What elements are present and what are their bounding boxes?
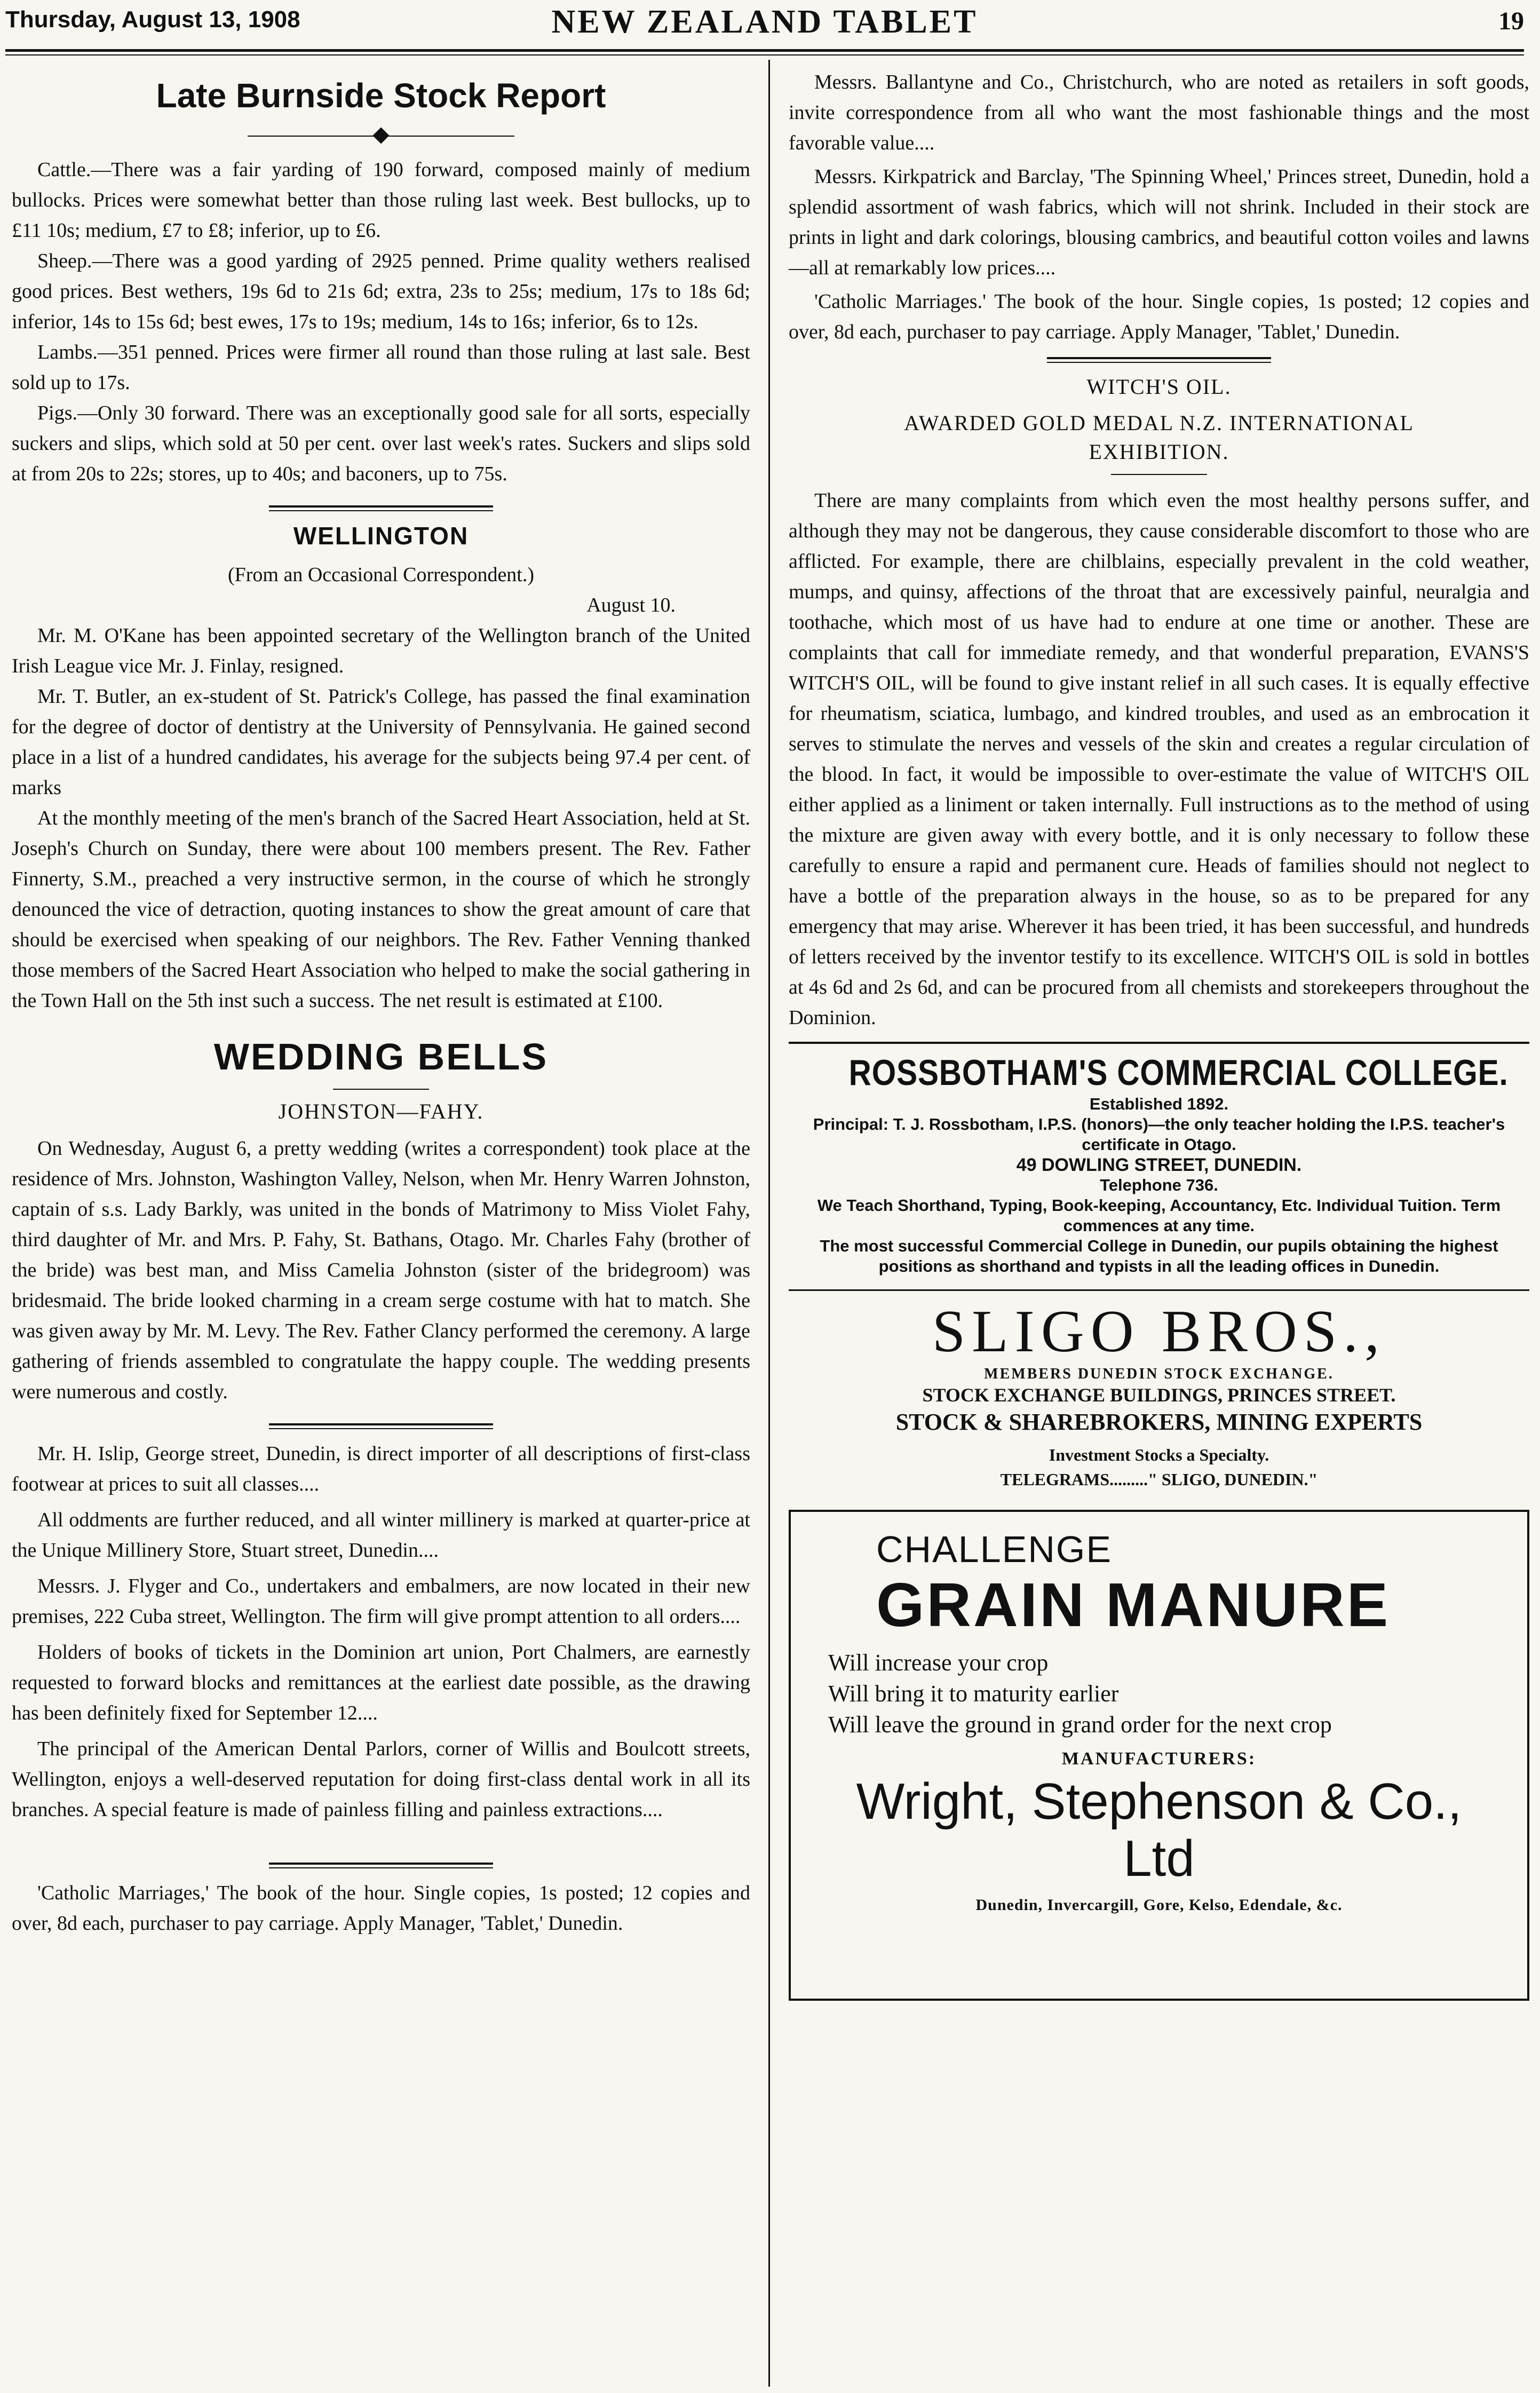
sligo-title: SLIGO BROS., <box>932 1298 1386 1365</box>
grain-manure-ad <box>789 1510 1529 2001</box>
burnside-heading: Late Burnside Stock Report <box>156 76 606 115</box>
notice-paragraph: Holders of books of tickets in the Dominion art union, Port Chalmers, are earnestly requested to forward blocks and remittances at the earliest date possible, as the drawing has been definitely fixed for September 12.... <box>12 1641 750 1724</box>
grain-benefit: Will increase your crop <box>828 1650 1049 1676</box>
diamond-divider <box>248 127 514 145</box>
grain-company-ltd: Ltd <box>1123 1830 1195 1887</box>
wedding-heading: WEDDING BELLS <box>213 1036 549 1077</box>
catholic-marriages-notice: 'Catholic Marriages,' The book of the hour. Single copies, 1s posted; 12 copies and over, 8d each, purchaser to pay carriage. Apply Manager, 'Tablet,' Dunedin. <box>12 1882 750 1935</box>
grain-towns: Dunedin, Invercargill, Gore, Kelso, Edendale, &c. <box>975 1896 1343 1914</box>
burnside-cattle: Cattle.—There was a fair yarding of 190 forward, composed mainly of medium bullocks. Prices were somewhat better than those ruling last week. Best bullocks, up to £11 10s; medium, £7 to £8; inferior, up to £6. <box>12 159 750 242</box>
burnside-lambs: Lambs.—351 penned. Prices were firmer all round than those ruling at last sale. Best sold up to 17s. <box>12 341 750 394</box>
witch-oil-paragraph: There are many complaints from which even the most healthy persons suffer, and although they may not be dangerous, they cause considerable discomfort to those who are afflicted. For example, there are chilblains, especially prevalent in the cold weather, mumps, and quinsy, affections of the throat that are excessively painful, neuralgia and toothache, which most of us have had to endure at one time or another. These are complaints that call for immediate remedy, and that wonderful preparation, EVANS'S WITCH'S OIL, will be found to give instant relief in all such cases. It is equally effective for rheumatism, sciatica, lumbago, and kindred troubles, and used as an embrocation it serves to stimulate the nerves and vessels of the skin and creates a regular circulation of the blood. In fact, it would be impossible to over-estimate the value of WITCH'S OIL either applied as a liniment or taken internally. Full instructions as to the method of using the mixture are given away with every bottle, and it is only necessary to follow these carefully to ensure a rapid and permanent cure. Heads of families should not neglect to have a bottle of the preparation always in the house, so as to be prepared for any emergency that may arise. Wherever it has been tried, it has been successful, and hundreds of letters received by the inventor testify to its excellence. WITCH'S OIL is sold in bottles at 4s 6d and 2s 6d, and can be procured from all chemists and storekeepers throughout the Dominion. <box>789 489 1529 1029</box>
section-divider <box>269 1423 493 1429</box>
grain-manufacturers-label: MANUFACTURERS: <box>1061 1749 1257 1769</box>
wellington-paragraph: Mr. T. Butler, an ex-student of St. Patrick's College, has passed the final examination for the degree of doctor of dentistry at the University of Pennsylvania. He gained second place in a list of a hundred candidates, his average for the subjects being 97.4 per cent. of marks <box>12 685 750 799</box>
wedding-subtitle: JOHNSTON—FAHY. <box>278 1099 484 1123</box>
rossbotham-telephone: Telephone 736. <box>1100 1176 1218 1194</box>
notice-paragraph: The principal of the American Dental Parlors, corner of Willis and Boulcott streets, Wellington, enjoys a well-deserved reputation for doing first-class dental work in all its branches. A special feature is made of painless filling and painless extractions.... <box>12 1738 750 1821</box>
wedding-paragraph: On Wednesday, August 6, a pretty wedding (writes a correspondent) took place at the residence of Mrs. Johnston, Washington Valley, Nelson, when Mr. Henry Warren Johnston, captain of s.s. Lady Barkly, was united in the bonds of Matrimony to Miss Violet Fahy, third daughter of Mr. and Mrs. P. Fahy, St. Bathans, Otago. Mr. Charles Fahy (brother of the bride) was best man, and Miss Camelia Johnston (sister of the bridegroom) was bridesmaid. The bride looked charming in a cream serge costume with hat to match. She was given away by Mr. M. Levy. The Rev. Father Clancy performed the ceremony. A large gathering of friends assembled to congratulate the happy couple. The wedding presents were numerous and costly. <box>12 1137 750 1403</box>
masthead-rule <box>5 49 1524 56</box>
sligo-specialty: Investment Stocks a Specialty. <box>1049 1445 1269 1464</box>
sligo-members: MEMBERS DUNEDIN STOCK EXCHANGE. <box>984 1366 1334 1382</box>
wellington-date: August 10. <box>586 594 676 616</box>
short-divider <box>333 1089 429 1090</box>
witch-oil-award: AWARDED GOLD MEDAL N.Z. INTERNATIONAL EXHIBITION. <box>904 411 1414 464</box>
rossbotham-ad <box>789 1042 1529 1281</box>
sligo-ad <box>789 1289 1529 1497</box>
notice-paragraph: All oddments are further reduced, and all winter millinery is marked at quarter-price at the Unique Millinery Store, Stuart street, Dunedin.... <box>12 1509 750 1562</box>
wellington-heading: WELLINGTON <box>293 522 469 550</box>
page-number: 19 <box>1498 7 1524 35</box>
short-divider <box>1111 474 1207 475</box>
wellington-paragraph: Mr. M. O'Kane has been appointed secretary of the Wellington branch of the United Irish League vice Mr. J. Finlay, resigned. <box>12 624 750 677</box>
grain-benefit: Will leave the ground in grand order for the next crop <box>828 1711 1332 1738</box>
witch-oil-heading: WITCH'S OIL. <box>1086 375 1232 399</box>
notice-paragraph: Mr. H. Islip, George street, Dunedin, is direct importer of all descriptions of first-class footwear at prices to suit all classes.... <box>12 1443 750 1495</box>
notice-paragraph: Messrs. J. Flyger and Co., undertakers and embalmers, are now located in their new premises, 222 Cuba street, Wellington. The firm will give prompt attention to all orders.... <box>12 1575 750 1628</box>
sligo-telegrams: TELEGRAMS........." SLIGO, DUNEDIN." <box>1000 1470 1318 1489</box>
wellington-byline: (From an Occasional Correspondent.) <box>227 564 535 586</box>
grain-challenge: CHALLENGE <box>876 1528 1113 1570</box>
wellington-paragraph: At the monthly meeting of the men's branch of the Sacred Heart Association, held at St. Joseph's Church on Sunday, there were about 100 members present. The Rev. Father Finnerty, S.M., preached a very instructive sermon, in the course of which he strongly denounced the vice of detraction, quoting instances to show the great amount of care that should be exercised when speaking of our neighbors. The Rev. Father Venning thanked those members of the Sacred Heart Association who helped to make the social gathering in the Town Hall on the 5th inst such a success. The net result is estimated at £100. <box>12 807 750 1012</box>
column-divider <box>768 60 770 2387</box>
sligo-business: STOCK & SHAREBROKERS, MINING EXPERTS <box>895 1409 1423 1435</box>
notice-paragraph: Messrs. Ballantyne and Co., Christchurch, who are noted as retailers in soft goods, invite correspondence from all who want the most fashionable things and the most favorable value.... <box>789 71 1529 154</box>
rossbotham-address: 49 DOWLING STREET, DUNEDIN. <box>1016 1155 1302 1175</box>
rossbotham-subjects: We Teach Shorthand, Typing, Book-keeping, Accountancy, Etc. Individual Tuition. Term commences at any time. <box>817 1196 1501 1235</box>
burnside-sheep: Sheep.—There was a good yarding of 2925 penned. Prime quality wethers realised good prices. Best wethers, 19s 6d to 21s 6d; extra, 23s to 25s; medium, 17s to 18s 6d; inferior, 14s to 15s 6d; best ewes, 17s to 19s; medium, 14s to 16s; inferior, 6s to 12s. <box>12 250 750 333</box>
notice-paragraph: Messrs. Kirkpatrick and Barclay, 'The Spinning Wheel,' Princes street, Dunedin, hold a splendid assortment of wash fabrics, which will not shrink. Included in their stock are prints in light and dark colorings, blousing cambrics, and beautiful cotton voiles and lawns—all at remarkably low prices.... <box>789 165 1529 279</box>
left-column <box>12 67 750 1939</box>
notice-paragraph: 'Catholic Marriages.' The book of the hour. Single copies, 1s posted; 12 copies and over, 8d each, purchaser to pay carriage. Apply Manager, 'Tablet,' Dunedin. <box>789 290 1529 343</box>
rossbotham-title: ROSSBOTHAM'S COMMERCIAL COLLEGE. <box>848 1052 1509 1093</box>
issue-date: Thursday, August 13, 1908 <box>5 6 300 33</box>
rossbotham-success: The most successful Commercial College in Dunedin, our pupils obtaining the highest positions as shorthand and typists in all the leading offices in Dunedin. <box>820 1237 1498 1275</box>
newspaper-title: NEW ZEALAND TABLET <box>551 4 978 40</box>
grain-benefit: Will bring it to maturity earlier <box>828 1681 1119 1707</box>
sligo-address: STOCK EXCHANGE BUILDINGS, PRINCES STREET. <box>922 1384 1396 1406</box>
masthead <box>5 3 1524 49</box>
grain-company: Wright, Stephenson & Co., <box>856 1773 1462 1830</box>
section-divider <box>269 505 493 511</box>
right-column <box>789 67 1529 2001</box>
section-divider <box>1047 357 1271 363</box>
rossbotham-established: Established 1892. <box>1089 1095 1229 1113</box>
burnside-pigs: Pigs.—Only 30 forward. There was an exceptionally good sale for all sorts, especially suckers and slips, which sold at 50 per cent. over last week's rates. Suckers and slips sold at from 20s to 22s; stores, up to 40s; and baconers, up to 75s. <box>12 402 750 485</box>
rossbotham-principal: Principal: T. J. Rossbotham, I.P.S. (honors)—the only teacher holding the I.P.S. teacher's certificate in Otago. <box>813 1115 1505 1154</box>
grain-title: GRAIN MANURE <box>876 1570 1391 1639</box>
section-divider <box>269 1863 493 1868</box>
